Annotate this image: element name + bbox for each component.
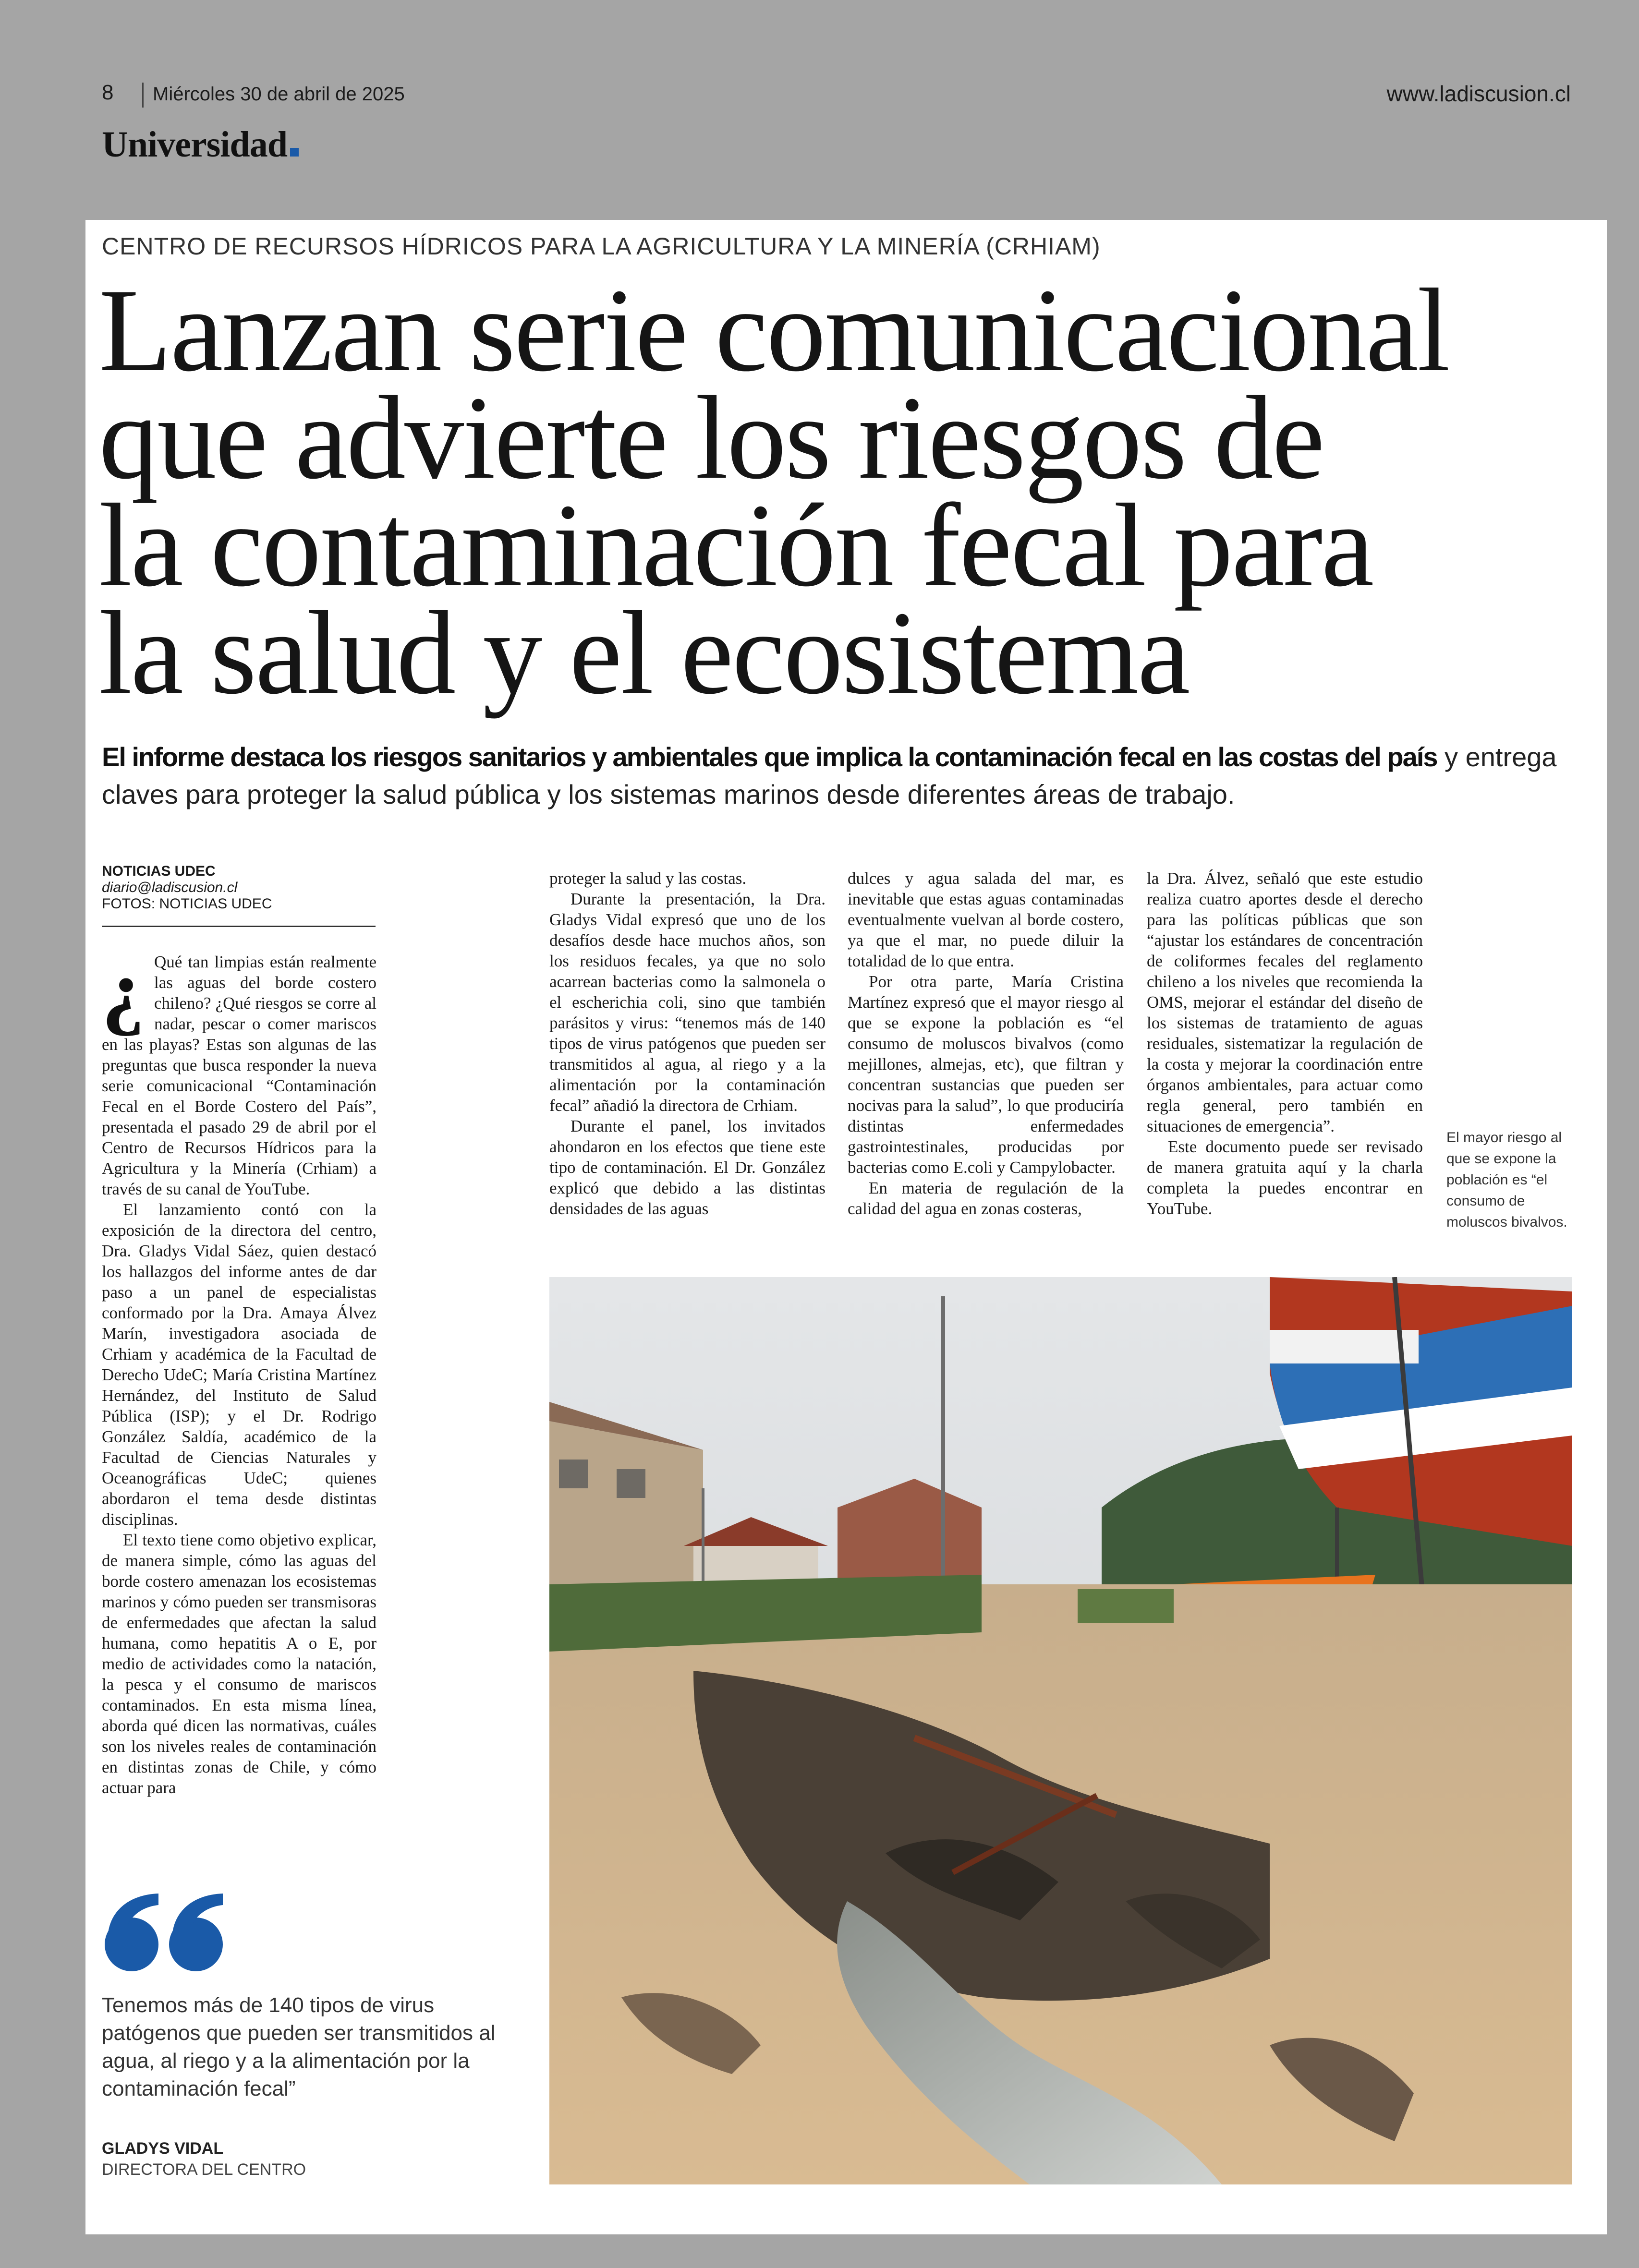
- byline: [102, 863, 376, 912]
- headline-line: la salud y el ecosistema: [99, 587, 1189, 719]
- byline-name: NOTICIAS UDEC: [102, 863, 216, 879]
- body-column-2: [549, 868, 826, 1219]
- body-paragraph: la Dra. Álvez, señaló que este estudio realiza cuatro aportes desde el derecho para las políticas públicas que son “ajustar los estándares de concentración de coliformes fecales del reglamento chileno a los niveles que recomienda la OMS, mejorar el estándar del diseño de los sistemas de tratamiento de aguas residuales, sistematizar la regulación de la costa y mejorar la coordinación entre órganos ambientales, para actuar como regla general, pero también en situaciones de emergencia”.: [1147, 869, 1423, 1135]
- byline-divider: [102, 926, 376, 927]
- body-paragraph: Este documento puede ser revisado de manera gratuita aquí y la charla completa la puedes encontrar en YouTube.: [1147, 1137, 1423, 1218]
- pull-quote-role: DIRECTORA DEL CENTRO: [102, 2160, 306, 2179]
- body-paragraph: dulces y agua salada del mar, es inevitable que estas aguas contaminadas eventualmente vuelvan al borde costero, ya que el mar, no puede diluir la totalidad de lo que entra.: [848, 869, 1124, 970]
- body-paragraph: El lanzamiento contó con la exposición de la directora del centro, Dra. Gladys Vidal Sáez, quien destacó los hallazgos del informe antes de dar paso a un panel de especialistas conformado por la Dra. Amaya Álvez Marín, investigadora asociada de Crhiam y académica de la Facultad de Derecho UdeC; María Cristina Martínez Hernández, del Instituto de Salud Pública (ISP); y el Dr. Rodrigo González Saldía, académico de la Facultad de Ciencias Naturales y Oceanográficas UdeC; quienes abordaron el tema desde distintas disciplinas.: [102, 1200, 376, 1529]
- section-dot-icon: [290, 148, 299, 157]
- page-number: 8: [102, 81, 114, 104]
- header-divider: [142, 83, 144, 108]
- paragraph-text: Qué tan limpias están realmente las aguas del borde costero chileno? ¿Qué riesgos se corre al nadar, pescar o comer mariscos en las playas? Estas son algunas de las preguntas que busca responder la nueva serie comunicacional “Contaminación Fecal en el Borde Costero del País”, presentada el pasado 29 de abril por el Centro de Recursos Hídricos para la Agricultura y la Minería (Crhiam) a través de su canal de YouTube.: [102, 953, 376, 1198]
- pull-quote-text: Tenemos más de 140 tipos de virus patógenos que pueden ser transmitidos al agua, al riego y a la alimentación por la contaminación fecal”: [102, 1993, 496, 2100]
- deck-bold: El informe destaca los riesgos sanitarios y ambientales que implica la contaminación fecal en las costas del país: [102, 742, 1437, 772]
- body-column-3: [848, 868, 1124, 1219]
- headline-line: Lanzan serie comunicacional: [99, 264, 1449, 396]
- body-paragraph: Durante la presentación, la Dra. Gladys Vidal expresó que uno de los desafíos desde hace muchos años, son los residuos fecales, ya que no solo acarrean bacterias como la salmonela o el escherichia coli, sino que también parásitos y virus: “tenemos más de 140 tipos de virus patógenos que pueden ser transmitidos al agua, al riego y a la alimentación por la contaminación fecal” añadió la directora de Crhiam.: [549, 890, 826, 1115]
- headline-line: la contaminación fecal para: [99, 479, 1373, 611]
- body-paragraph: En materia de regulación de la calidad del agua en zonas costeras,: [848, 1179, 1124, 1218]
- drop-cap: ¿: [102, 942, 145, 1037]
- pull-quote-name: GLADYS VIDAL: [102, 2139, 224, 2158]
- body-paragraph: Durante el panel, los invitados ahondaron en los efectos que tiene este tipo de contaminación. El Dr. González explicó que debido a las distintas densidades de las aguas: [549, 1117, 826, 1218]
- quote-mark-icon: [102, 1891, 231, 1972]
- body-paragraph: [102, 942, 376, 1199]
- byline-email[interactable]: diario@ladiscusion.cl: [102, 880, 238, 895]
- body-paragraph: Por otra parte, María Cristina Martínez expresó que el mayor riesgo al que se expone la población es “el consumo de moluscos bivalvos (como mejillones, almejas, etc), que filtran y concentran sustancias que pueden ser nocivas para la salud”, lo que produciría distintas enfermedades gastrointestinales, producidas por bacterias como E.coli y Campylobacter.: [848, 972, 1124, 1177]
- page-header: [0, 0, 1639, 221]
- byline-photos: FOTOS: NOTICIAS UDEC: [102, 896, 272, 912]
- body-paragraph: El texto tiene como objetivo explicar, de manera simple, cómo las aguas del borde costero amenazan los ecosistemas marinos y cómo pueden ser transmisoras de enfermedades que afectan la salud humana, como hepatitis A o E, por medio de actividades como la natación, la pesca y el consumo de mariscos contaminados. En esta misma línea, aborda qué dicen las normativas, cuáles son los niveles reales de contaminación en distintas zonas de Chile, y cómo actuar para: [102, 1531, 376, 1797]
- article-headline: [99, 264, 1588, 719]
- body-column-1: [102, 942, 376, 1798]
- article-deck: [102, 738, 1562, 813]
- issue-date: Miércoles 30 de abril de 2025: [153, 84, 405, 105]
- headline-line: que advierte los riesgos de: [99, 372, 1323, 504]
- deck-rest: y entrega claves para proteger la salud pública y los sistemas marinos desde diferentes áreas de trabajo.: [102, 742, 1557, 809]
- body-column-4: [1147, 868, 1423, 1219]
- article-panel: [85, 220, 1607, 2234]
- photo-caption: El mayor riesgo al que se expone la población es “el consumo de moluscos bivalvos.: [1446, 1130, 1567, 1230]
- body-paragraph: proteger la salud y las costas.: [549, 869, 747, 888]
- article-photo: [549, 1277, 1572, 2184]
- article-kicker: CENTRO DE RECURSOS HÍDRICOS PARA LA AGRICULTURA Y LA MINERÍA (CRHIAM): [102, 233, 1101, 260]
- section-title: [102, 124, 299, 166]
- website-url[interactable]: www.ladiscusion.cl: [1386, 81, 1571, 106]
- section-label: Universidad: [102, 124, 287, 165]
